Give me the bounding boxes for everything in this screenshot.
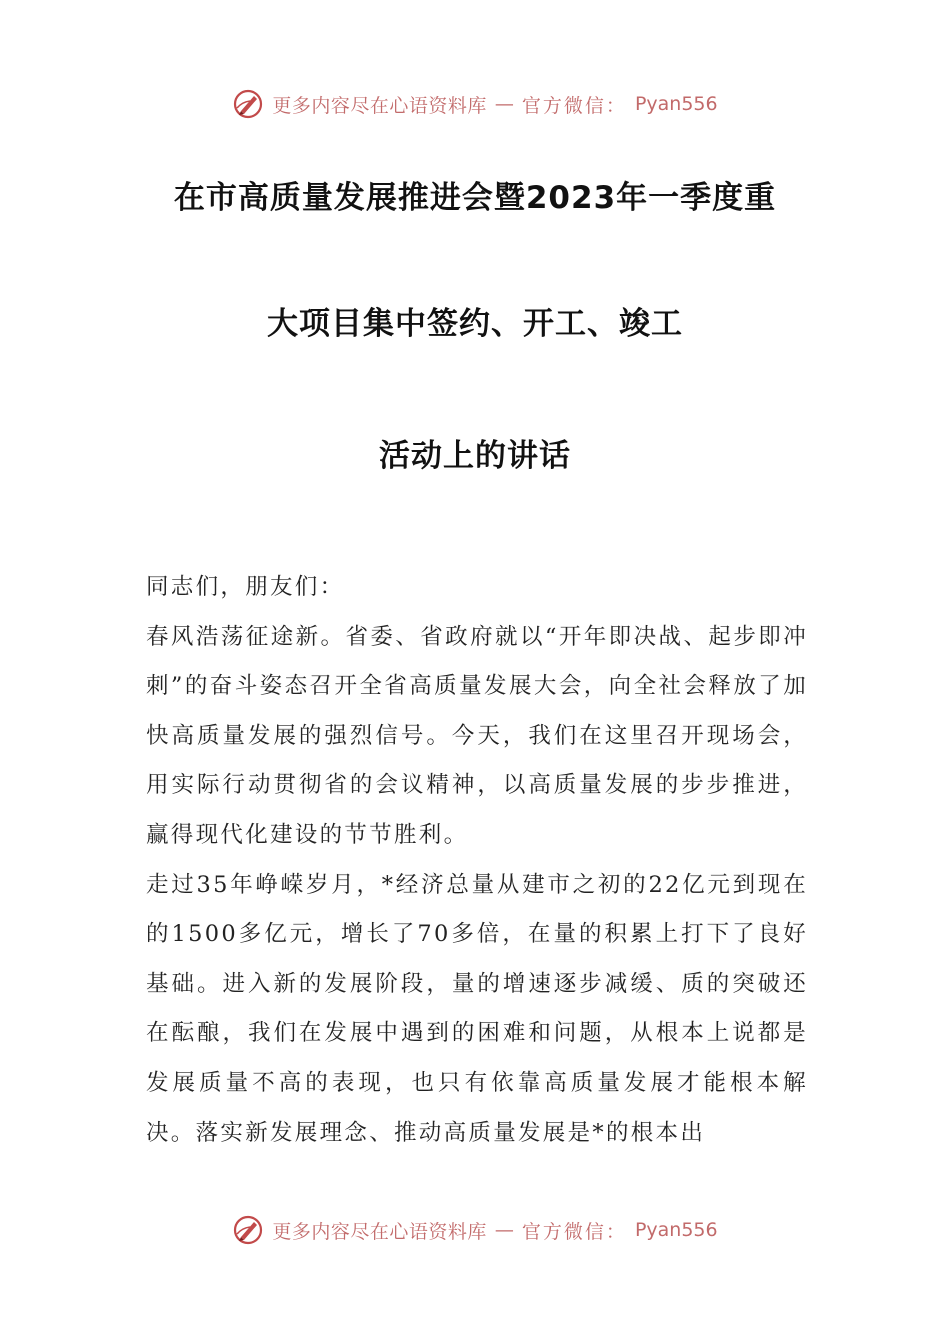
watermark-wechat-label: 官方微信： (521, 1220, 627, 1243)
paragraph-1: 春风浩荡征途新。省委、省政府就以“开年即决战、起步即冲刺”的奋斗姿态召开全省高质量发展大会，向全社会释放了加快高质量发展的强烈信号。今天，我们在这里召开现场会，用实际行动贯彻省的会议精神，以高质量发展的步步推进，赢得现代化建设的节节胜利。 (146, 623, 808, 848)
header-watermark (0, 84, 950, 124)
watermark-dash: — (494, 93, 514, 115)
pen-logo-icon (232, 1214, 264, 1246)
title-line-3: 活动上的讲话 (379, 438, 571, 474)
pen-logo-icon (232, 88, 264, 120)
speech-body (146, 563, 808, 1158)
watermark-dash: — (494, 1219, 514, 1241)
salutation: 同志们，朋友们： (146, 574, 345, 600)
paragraph-2: 走过35年峥嵘岁月，*经济总量从建市之初的22亿元到现在的1500多亿元，增长了70多倍，在量的积累上打下了良好基础。进入新的发展阶段，量的增速逐步减缓、质的突破还在酝酿，我们在发展中遇到的困难和问题，从根本上说都是发展质量不高的表现，也只有依靠高质量发展才能根本解决。落实新发展理念、推动高质量发展是*的根本出 (146, 871, 808, 1146)
watermark-wechat-id: Pyan556 (634, 93, 718, 115)
watermark-text: 更多内容尽在心语资料库 (272, 1220, 487, 1243)
footer-watermark (0, 1210, 950, 1250)
watermark-wechat-id: Pyan556 (634, 1219, 718, 1241)
title-line-1: 在市高质量发展推进会暨2023年一季度重 (173, 180, 777, 216)
watermark-text: 更多内容尽在心语资料库 (272, 94, 487, 117)
title-line-2: 大项目集中签约、开工、竣工 (267, 306, 683, 342)
watermark-wechat-label: 官方微信： (521, 94, 627, 117)
